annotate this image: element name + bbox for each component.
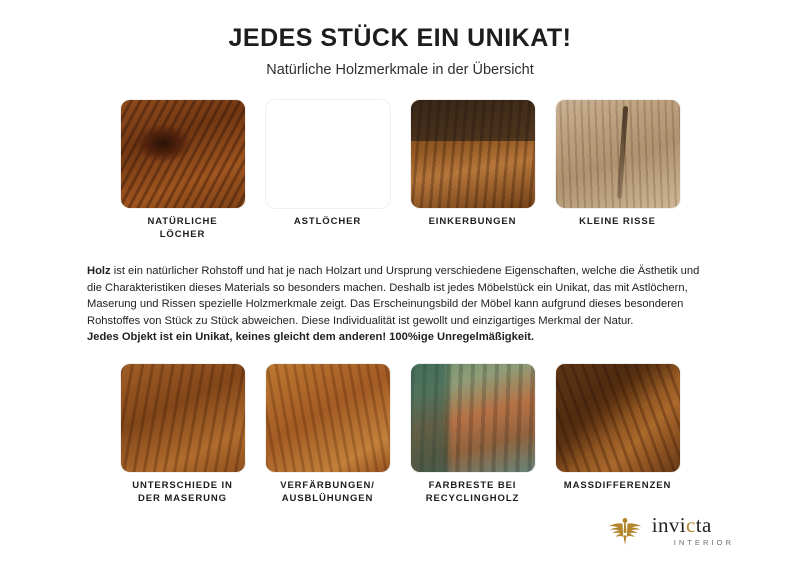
brand-logo xyxy=(605,514,734,548)
wood-texture xyxy=(266,100,390,208)
feature-tile xyxy=(556,364,680,505)
feature-caption: VERFÄRBUNGEN/ AUSBLÜHUNGEN xyxy=(280,479,375,504)
wood-texture xyxy=(411,364,535,472)
lead-word: Holz xyxy=(87,265,111,277)
wood-texture xyxy=(266,364,390,472)
feature-caption: UNTERSCHIEDE IN DER MASERUNG xyxy=(132,479,233,504)
brand-wordmark xyxy=(652,515,734,536)
feature-row-top xyxy=(0,100,800,241)
feature-tile xyxy=(266,364,390,505)
brand-subtitle: INTERIOR xyxy=(673,538,734,548)
feature-tile xyxy=(411,364,535,505)
wings-icon xyxy=(605,514,645,548)
feature-caption: FARBRESTE BEI RECYCLINGHOLZ xyxy=(425,479,520,504)
feature-row-bottom xyxy=(0,364,800,505)
body-text xyxy=(87,263,713,346)
brand-part-2: ta xyxy=(695,513,712,538)
wood-photo xyxy=(266,364,390,472)
wood-photo xyxy=(121,364,245,472)
wood-texture xyxy=(121,364,245,472)
wood-photo xyxy=(266,100,390,208)
wood-photo xyxy=(121,100,245,208)
wood-photo xyxy=(556,100,680,208)
feature-tile xyxy=(556,100,680,241)
body-paragraph: ist ein natürlicher Rohstoff und hat je nach Holzart und Ursprung verschiedene Eigenschaften, welche die Ästhetik und die Charakteristiken dieses Materials so besonders machen. Deshalb ist jedes Möbelstück ein Unikat, das mit Astlöchern, Maserung und Rissen spezielle Holzmerkmale zeigt. Das Erscheinungsbild der Möbel kann aufgrund dieses besonderen Rohstoffes von Stück zu Stück abweichen. Diese Individualität ist gewollt und einzigartiges Merkmal der Natur. xyxy=(87,265,700,327)
wood-texture xyxy=(411,100,535,208)
feature-caption: NATÜRLICHE LÖCHER xyxy=(147,216,218,240)
feature-caption: ASTLÖCHER xyxy=(293,216,362,227)
feature-tile xyxy=(266,100,390,241)
page-title: JEDES STÜCK EIN UNIKAT! xyxy=(228,24,572,52)
feature-tile xyxy=(411,100,535,241)
wood-photo xyxy=(556,364,680,472)
brand-text xyxy=(652,515,734,547)
brand-part-1: invi xyxy=(651,513,686,538)
brand-accent-letter: c xyxy=(685,513,696,538)
body-closing: Jedes Objekt ist ein Unikat, keines gleicht dem anderen! 100%ige Unregelmäßigkeit. xyxy=(87,331,535,343)
feature-tile xyxy=(121,100,245,241)
wood-texture xyxy=(121,100,245,208)
page-subtitle: Natürliche Holzmerkmale in der Übersicht xyxy=(266,62,534,78)
feature-tile xyxy=(121,364,245,505)
wood-texture xyxy=(556,364,680,472)
header xyxy=(0,0,800,78)
wood-photo xyxy=(411,364,535,472)
wood-photo xyxy=(411,100,535,208)
feature-caption: KLEINE RISSE xyxy=(579,216,656,227)
feature-caption: MASSDIFFERENZEN xyxy=(563,479,672,491)
wood-texture xyxy=(556,100,680,208)
feature-caption: EINKERBUNGEN xyxy=(428,216,517,227)
